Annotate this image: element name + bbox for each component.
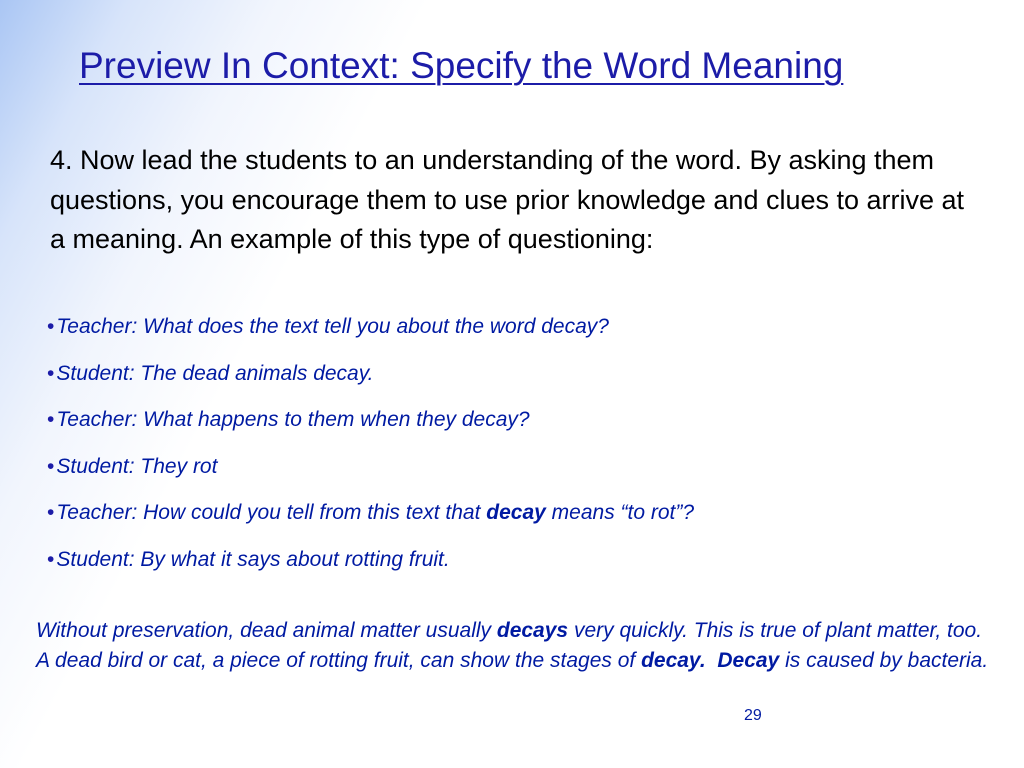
dialogue-item (47, 546, 694, 593)
dialogue-text: Teacher: How could you tell from this text that (56, 501, 487, 524)
bullet-icon: • (47, 408, 55, 431)
page-number: 29 (744, 707, 762, 724)
dialogue-text: Student: The dead animals decay. (56, 361, 374, 385)
intro-paragraph: 4. Now lead the students to an understanding of the word. By asking them questions, you encourage them to use prior knowledge and clues to arrive at a meaning. An example of this type of questioning: (50, 145, 965, 254)
emphasized-word: decay. (641, 649, 706, 672)
dialogue-text: Student: By what it says about rotting fruit. (56, 547, 450, 571)
emphasized-word: decays (496, 619, 569, 642)
passage-text (706, 649, 718, 672)
emphasized-word: decay (486, 501, 546, 524)
emphasized-word: Decay (717, 649, 780, 672)
dialogue-item (47, 406, 694, 453)
passage-text: is caused by bacteria. (779, 649, 989, 672)
passage-text: very quickly. This is true of plant matter, too. A dead bird or cat, a piece of rotting fruit, can show the stages of (36, 619, 983, 672)
bullet-icon: • (47, 501, 55, 524)
dialogue-text: Teacher: What happens to them when they decay? (56, 408, 530, 431)
dialogue-list (47, 313, 694, 592)
dialogue-text: Teacher: What does the text tell you about the word decay? (56, 315, 609, 338)
dialogue-text: Student: They rot (56, 454, 218, 478)
dialogue-item (47, 313, 694, 360)
bullet-icon: • (47, 315, 55, 338)
passage-text: Without preservation, dead animal matter usually (36, 619, 497, 642)
dialogue-item (47, 453, 694, 500)
bullet-icon: • (47, 547, 55, 571)
dialogue-text: means “to rot”? (545, 501, 695, 524)
bullet-icon: • (47, 361, 55, 385)
dialogue-item (47, 360, 694, 407)
bullet-icon: • (47, 454, 55, 478)
dialogue-item (47, 499, 694, 546)
slide-title: Preview In Context: Specify the Word Meaning (79, 45, 844, 86)
example-passage (36, 616, 996, 676)
